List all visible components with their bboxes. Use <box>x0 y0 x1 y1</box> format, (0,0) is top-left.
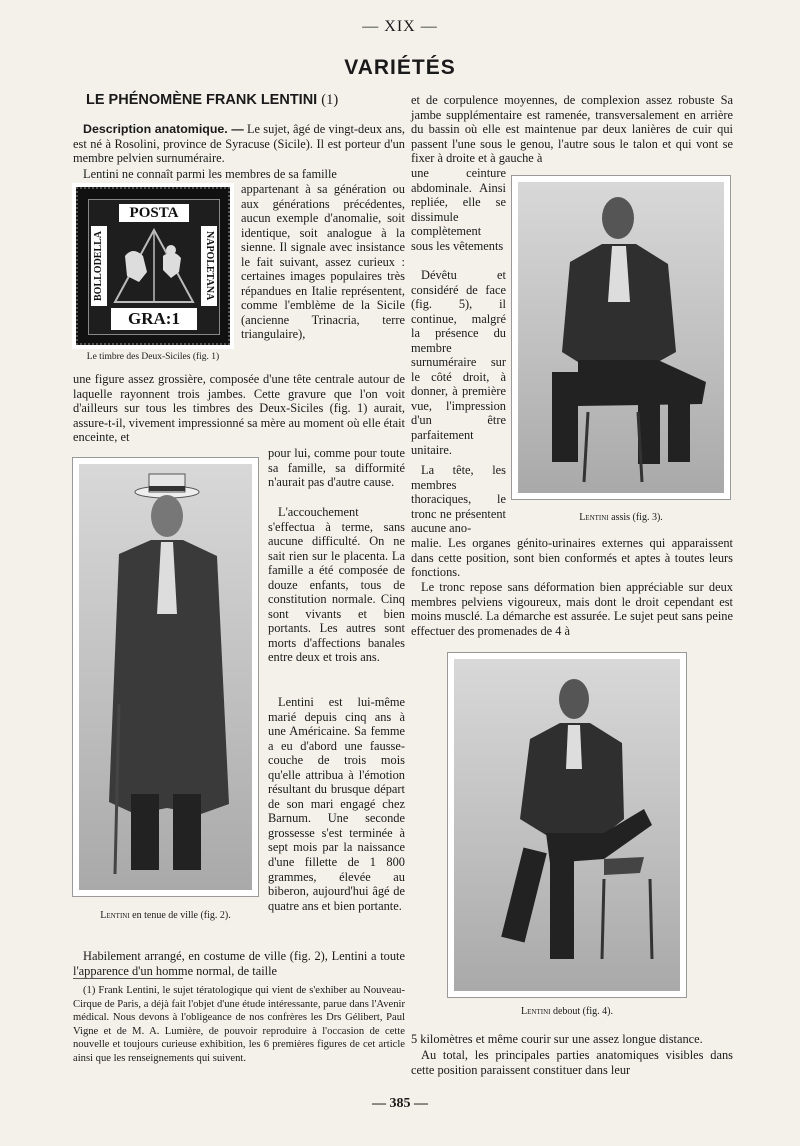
paragraph-difformite: pour lui, comme pour toute sa famille, sa difformité n'aurait pas d'autre cause. <box>268 446 405 490</box>
paragraph-kilometres: 5 kilomètres et même courir sur une assez longue distance. <box>411 1032 703 1046</box>
paragraph-ceinture: une ceinture abdominale. Ainsi repliée, elle se dissimule complètement sous les vêtements <box>411 166 506 253</box>
figure-4-caption-name: Lentini <box>521 1006 551 1017</box>
paragraph-family-wrap: appartenant à sa génération ou aux générations précédentes, aucun exemple d'anomalie, soit identique, soit analogue à la sienne. Il signale avec insistance le fait suivant, assez curieux : certaines images populaires très répandues en Italie représentent, comme l'emblème de la Sicile (ancienne Trinacria, terre triangulaire), <box>241 182 405 342</box>
page-number: — 385 — <box>372 1096 428 1111</box>
footnote: (1) Frank Lentini, le sujet tératologique qui vient de s'exhiber au Nouveau-Cirque de Paris, a déjà fait l'objet d'une étude intéressante, parue dans l'Avenir médical. Nous devons à l'obligeance de nos confrères les Drs Gélibert, Paul Vigne et de M. A. Lumière, de pouvoir reproduire à l'occasion de cette nouvelle et toujours curieuse exhibition, les 6 premières figures de cet article ainsi que les renseignements qui suivent. <box>73 985 405 1064</box>
trinacria-emblem-icon <box>111 226 197 306</box>
figure-2-photo <box>72 457 259 897</box>
paragraph-tronc: Le tronc repose sans déformation bien appréciable sur deux membres pelviens vigoureux, mais dont le droit cependant est moins musclé. La démarche est assurée. Le sujet peut sans peine effectuer des promenades de 4 à <box>411 580 733 638</box>
article-title <box>86 92 416 109</box>
paragraph-devetu: Dévêtu et considéré de face (fig. 5), il continue, malgré la présence du membre surnuméraire sur le côté droit, à donner, à première vue, l'impression d'un être parfaitement unitaire. <box>411 268 506 457</box>
paragraph-corpulence: et de corpulence moyennes, de complexion assez robuste Sa jambe supplémentaire est ramenée, transversalement en arrière du bassin où elle est maintenue par deux lanières de cuir qui passent l'une sous le genou, l'autre sous le talon et qui vont se fixer à droite et à gauche à <box>411 93 733 166</box>
paragraph-au-total: Au total, les principales parties anatomiques visibles dans cette position paraissent constituer dans leur <box>411 1048 733 1077</box>
figure-4-photo <box>447 652 687 998</box>
lead-label: Description anatomique. — <box>83 122 244 136</box>
stamp-bottom-text: GRA:1 <box>111 308 197 330</box>
figure-3-caption-name: Lentini <box>579 512 609 523</box>
article-title-note: (1) <box>321 92 339 108</box>
figure-3-caption <box>511 512 731 523</box>
stamp-left-text: BOLLODELLA <box>93 230 104 302</box>
paragraph-tete: La tête, les membres thoraciques, le tronc ne présentent aucune ano- <box>411 463 506 536</box>
figure-2-caption <box>72 910 259 921</box>
paragraph-family-full: une figure assez grossière, composée d'une tête centrale autour de laquelle rayonnent trois jambes. Cette gravure que l'on voit d'ailleurs sur tous les timbres des Deux-Siciles (fig. 1) aurait, assure-t-il, vivement impressionné sa mère au moment où elle était enceinte, et <box>73 372 405 445</box>
man-standing-chair-icon <box>454 659 680 991</box>
paragraph-accouchement: L'accouchement s'effectua à terme, sans aucune difficulté. On ne sait rien sur le placenta. La famille a été composée de douze enfants, tous de constitution normale. Cinq sont vivants et bien portants. Les autres sont morts d'affections banales entre deux et trois ans. <box>268 505 405 665</box>
paragraph-costume: Habilement arrangé, en costume de ville (fig. 2), Lentini a toute l'apparence d'un homme normal, de taille <box>73 949 405 978</box>
paragraph-description-body: Le sujet, âgé de vingt-deux ans, est né à Rosolini, province de Syracuse (Sicile). Il est porteur d'un membre pelvien surnuméraire. <box>73 122 406 166</box>
figure-3-photo <box>511 175 731 500</box>
section-title: VARIÉTÉS <box>344 56 456 79</box>
stamp-top-text: POSTA <box>119 204 189 222</box>
figure-4-caption-rest: debout (fig. 4). <box>550 1006 613 1017</box>
paragraph-family-top: Lentini ne connaît parmi les membres de sa famille <box>83 167 337 181</box>
page-header-roman: — XIX — <box>362 18 438 35</box>
figure-2-caption-rest: en tenue de ville (fig. 2). <box>129 910 231 921</box>
figure-stamp <box>72 183 234 349</box>
article-title-text: LE PHÉNOMÈNE FRANK LENTINI <box>86 92 318 108</box>
figure-3-caption-rest: assis (fig. 3). <box>608 512 663 523</box>
paragraph-organes: malie. Les organes génito-urinaires externes qui apparaissent dans cette position, sont bien conformés et aptes à toutes leurs fonctions. <box>411 536 733 580</box>
stamp-image <box>76 187 230 345</box>
figure-1-caption: Le timbre des Deux-Siciles (fig. 1) <box>86 352 220 362</box>
man-in-overcoat-icon <box>79 464 252 890</box>
figure-2-caption-name: Lentini <box>100 910 130 921</box>
stamp-right-text: NAPOLETANA <box>204 231 215 301</box>
man-seated-icon <box>518 182 724 493</box>
paragraph-marriage: Lentini est lui-même marié depuis cinq ans à une Américaine. Sa femme a eu d'abord une fausse-couche de trois mois qu'elle attribua à l'émotion résultant du brusque départ de son mari engagé chez Barnum. Une seconde grossesse s'est terminée à sept mois par la naissance d'une fillette de 1 800 grammes, élevée au biberon, aujourd'hui âgé de quatre ans et bien portante. <box>268 695 405 913</box>
footnote-rule <box>73 978 183 979</box>
figure-4-caption <box>447 1006 687 1017</box>
paragraph-description <box>73 122 405 166</box>
